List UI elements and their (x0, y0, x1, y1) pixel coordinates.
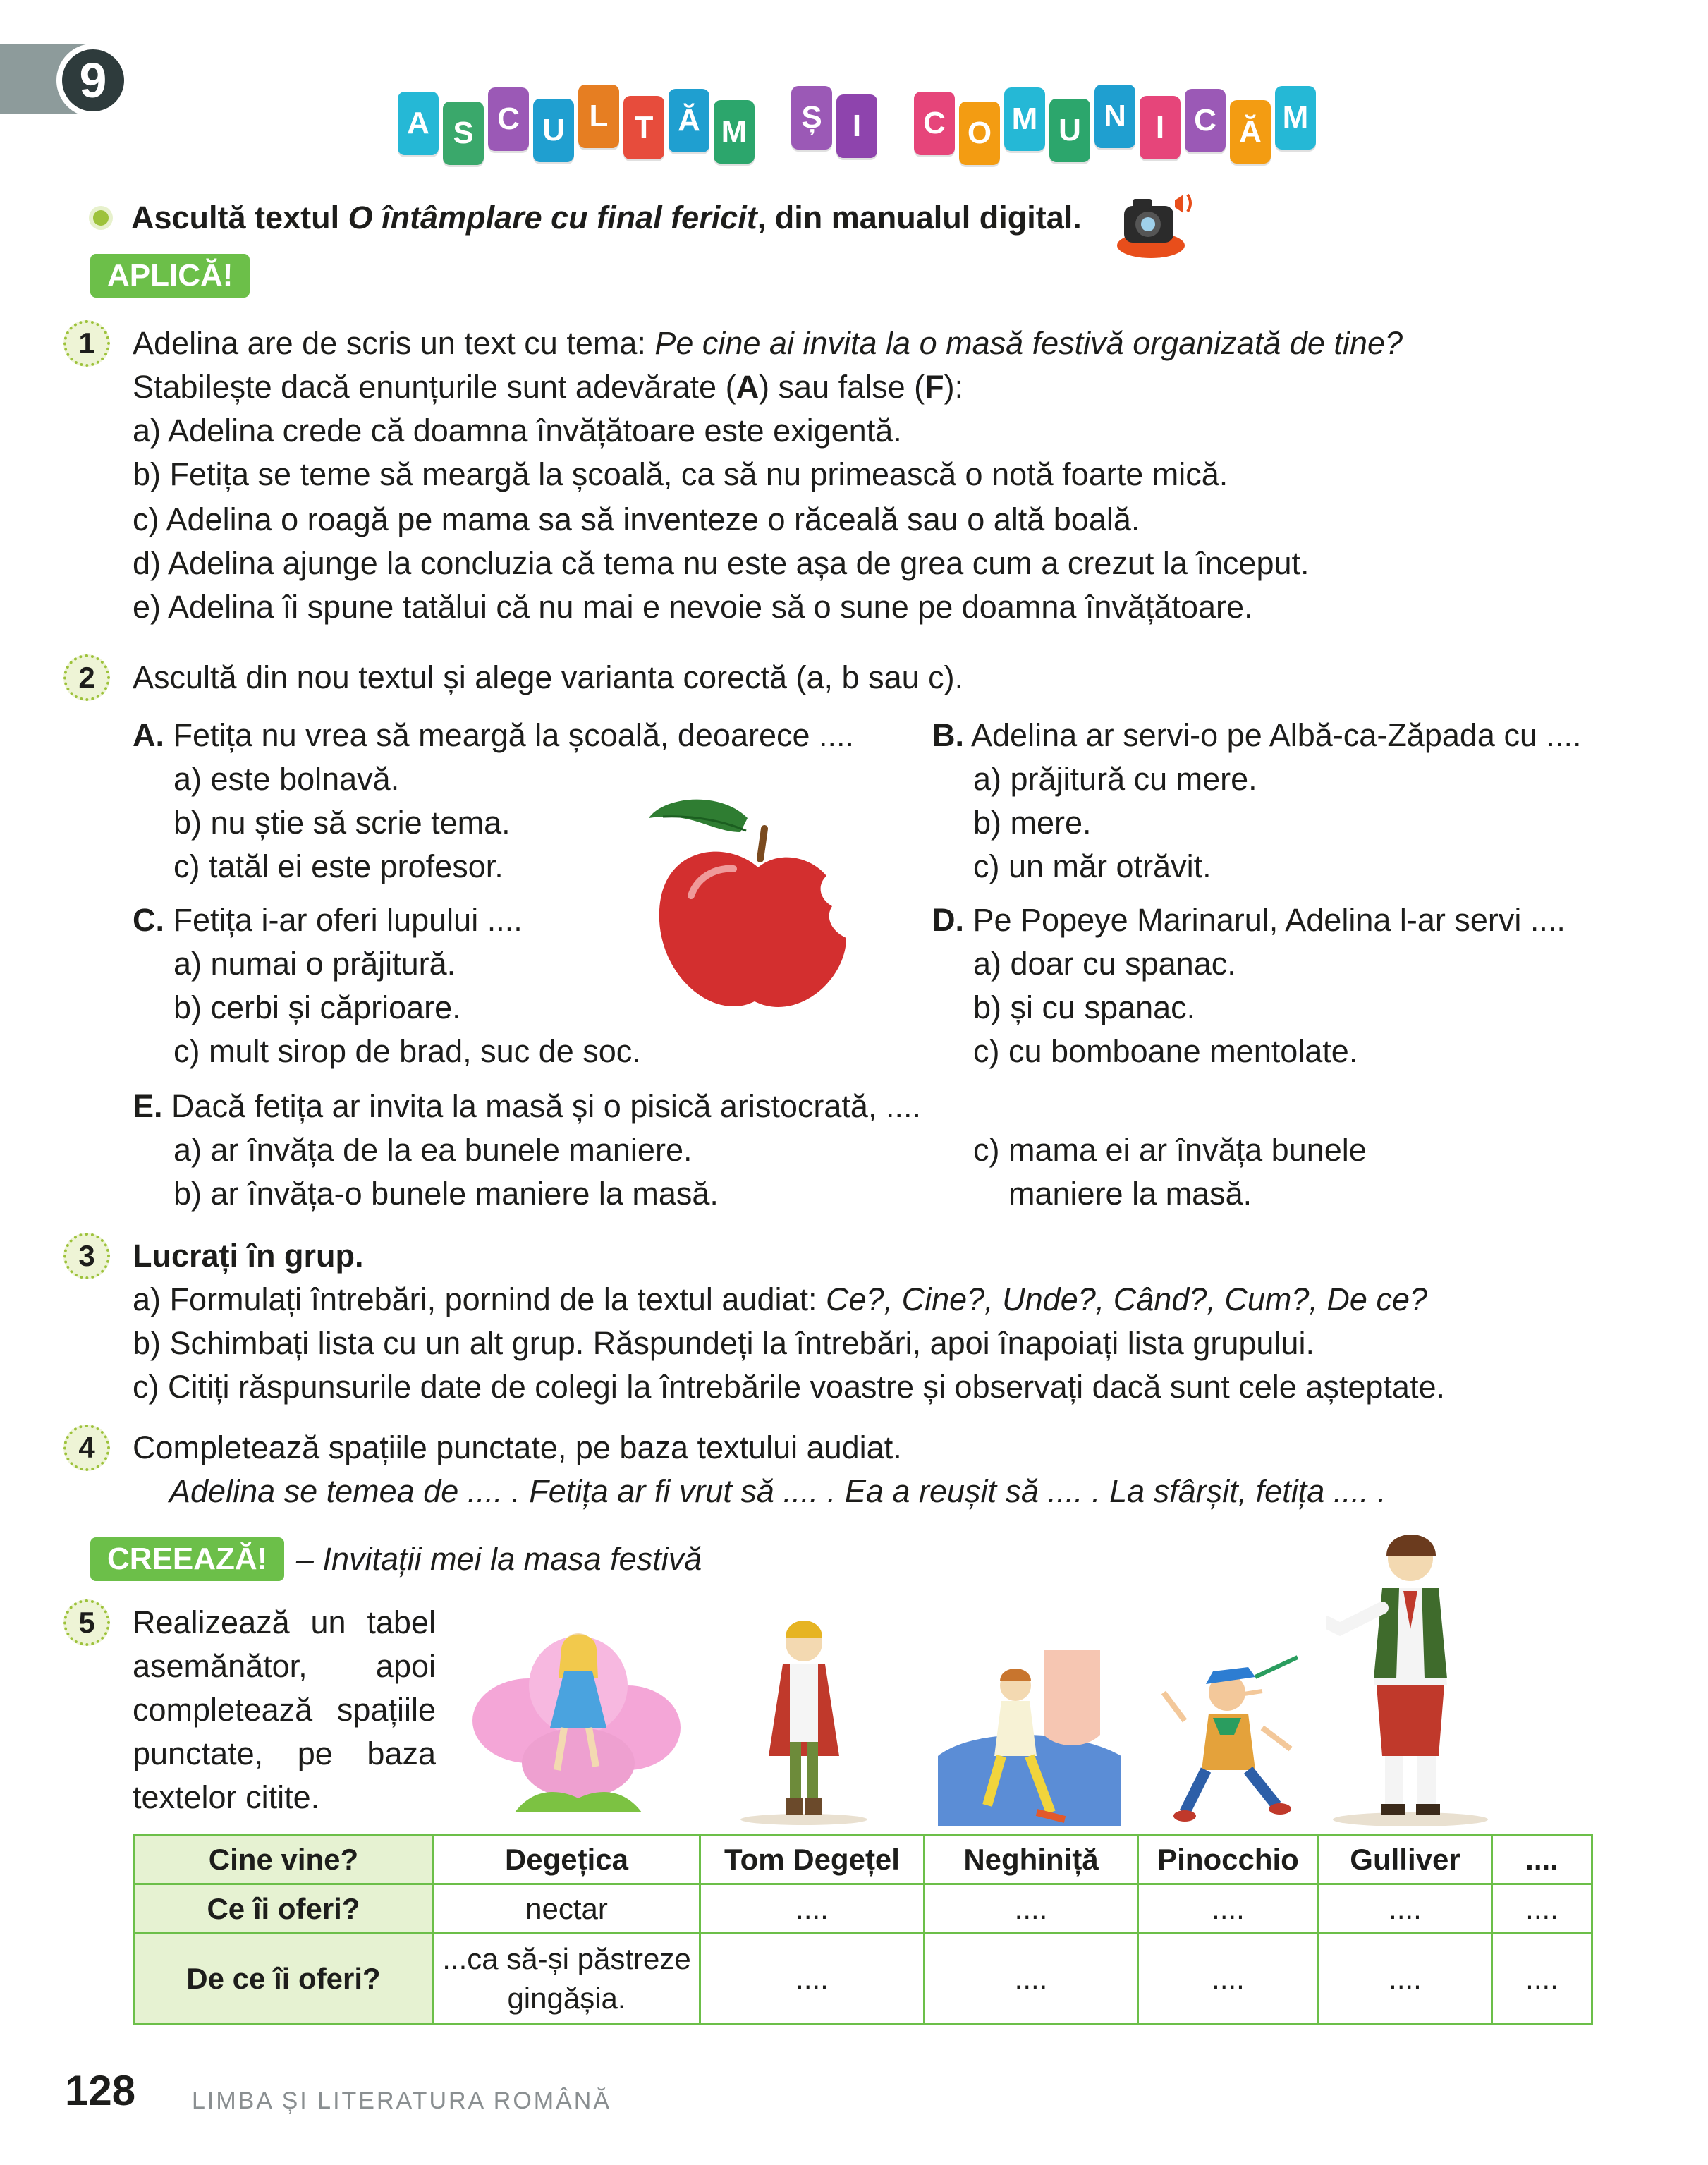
banner-letter-tile: L (578, 85, 619, 148)
banner-letter-tile: Ă (1230, 100, 1271, 164)
banner-letter-tile: M (1275, 86, 1316, 150)
gulliver-illustration (1326, 1523, 1495, 1826)
ex5-line: asemănător, apoi (133, 1648, 436, 1684)
table-cell: Neghiniță (925, 1835, 1138, 1884)
table-cell: .... (925, 1884, 1138, 1934)
ex2-a-option-c: c) tatăl ei este profesor. (173, 848, 504, 884)
exercise-number-2: 2 (63, 654, 110, 701)
ex2-question-a: A. Fetița nu vrea să meargă la școală, deoarece .... (133, 717, 855, 753)
table-cell: .... (1319, 1884, 1492, 1934)
ex2-a-option-a: a) este bolnavă. (173, 761, 400, 797)
table-cell: Degețica (434, 1835, 700, 1884)
banner-letter-tile: I (1140, 96, 1181, 159)
ex2-d-option-c: c) cu bomboane mentolate. (973, 1033, 1358, 1069)
table-cell: .... (1492, 1835, 1592, 1884)
table-cell: .... (925, 1934, 1138, 2024)
table-cell: .... (1492, 1934, 1592, 2024)
banner-letter-tile: C (914, 92, 955, 155)
invitations-table (133, 1834, 1593, 2025)
banner-letter-tile: Ă (669, 89, 709, 152)
table-cell: nectar (434, 1884, 700, 1934)
ex5-line: punctate, pe baza (133, 1736, 436, 1771)
book-title: LIMBA ȘI LITERATURA ROMÂNĂ (192, 2087, 612, 2114)
ex4-prompt: Completează spațiile punctate, pe baza textului audiat. (133, 1429, 902, 1465)
ex1-item-a: a) Adelina crede că doamna învățătoare este exigentă. (133, 413, 902, 449)
ex1-item-b: b) Fetița se teme să meargă la școală, ca să nu primească o notă foarte mică. (133, 456, 1228, 492)
banner-letter-tile: C (488, 87, 529, 151)
table-row (134, 1934, 1592, 2024)
banner-letter-tile: U (1049, 99, 1090, 162)
banner-letter-tile: T (623, 96, 664, 159)
exercise-number-4: 4 (63, 1425, 110, 1471)
exercise-number-5: 5 (63, 1599, 110, 1646)
ex2-e-option-c: c) mama ei ar învăța bunele (973, 1132, 1367, 1168)
create-subtitle: – Invitații mei la masa festivă (296, 1541, 702, 1577)
banner-letter-tile: M (714, 100, 755, 164)
banner-letter-tile: I (836, 94, 877, 158)
table-cell: De ce îi oferi? (134, 1934, 434, 2024)
ex1-theme: Adelina are de scris un text cu tema: Pe cine ai invita la o masă festivă organizată de tine? (133, 325, 1403, 361)
table-cell: ...ca să-și păstreze gingășia. (434, 1934, 700, 2024)
banner-letter-tile: C (1185, 89, 1226, 152)
table-cell: .... (1319, 1934, 1492, 2024)
ex3-item-a: a) Formulați întrebări, pornind de la textul audiat: Ce?, Cine?, Unde?, Când?, Cum?, De ce? (133, 1281, 1427, 1317)
page-number: 128 (65, 2067, 136, 2114)
table-cell: Pinocchio (1138, 1835, 1319, 1884)
ex2-e-option-c-cont: maniere la masă. (1008, 1176, 1252, 1212)
table-cell: Tom Degețel (700, 1835, 925, 1884)
ex5-line: Realizează un tabel (133, 1604, 436, 1640)
ex5-line: textelor citite. (133, 1779, 320, 1815)
exercise-number-3: 3 (63, 1233, 110, 1279)
audio-camera-icon[interactable] (1114, 185, 1199, 262)
ex2-question-e: E. Dacă fetița ar invita la masă și o pisică aristocrată, .... (133, 1088, 921, 1124)
banner-letter-tile: N (1094, 85, 1135, 148)
ex2-c-option-b: b) cerbi și căprioare. (173, 989, 461, 1025)
ex2-b-option-c: c) un măr otrăvit. (973, 848, 1212, 884)
ex5-line: completează spațiile (133, 1692, 436, 1728)
pinocchio-illustration (1157, 1650, 1312, 1826)
table-cell: .... (700, 1884, 925, 1934)
section-banner (0, 0, 1708, 183)
table-cell: .... (1492, 1884, 1592, 1934)
ex1-instruction: Stabilește dacă enunțurile sunt adevărate (A) sau false (F): (133, 369, 964, 405)
banner-letter-tile: S (443, 102, 484, 165)
ex2-c-option-a: a) numai o prăjitură. (173, 946, 456, 982)
ex4-sentence: Adelina se temea de .... . Fetița ar fi vrut să .... . Ea a reușit să .... . La sfârșit, fetița .... . (169, 1473, 1386, 1509)
chapter-number: 9 (56, 44, 130, 117)
create-tag: CREEAZĂ! (90, 1537, 284, 1581)
ex2-c-option-c: c) mult sirop de brad, suc de soc. (173, 1033, 641, 1069)
banner-letter-tile: O (959, 102, 1000, 165)
ex1-item-d: d) Adelina ajunge la concluzia că tema nu este așa de grea cum a crezut la început. (133, 545, 1310, 581)
table-row (134, 1835, 1592, 1884)
thumbelina-illustration (472, 1622, 684, 1819)
ex3-title: Lucrați în grup. (133, 1238, 364, 1274)
ex1-item-e: e) Adelina îi spune tatălui că nu mai e nevoie să o sune pe doamna învățătoare. (133, 589, 1253, 625)
table-row (134, 1884, 1592, 1934)
ex3-item-b: b) Schimbați lista cu un alt grup. Răspundeți la întrebări, apoi înapoiați lista grupului. (133, 1325, 1314, 1361)
table-cell: .... (700, 1934, 925, 2024)
banner-letter-tile: M (1004, 87, 1045, 151)
ex2-a-option-b: b) nu știe să scrie tema. (173, 805, 511, 841)
ex2-b-option-a: a) prăjitură cu mere. (973, 761, 1257, 797)
table-cell: .... (1138, 1934, 1319, 2024)
ex2-e-option-b: b) ar învăța-o bunele maniere la masă. (173, 1176, 719, 1212)
bitten-apple-illustration (635, 790, 874, 1023)
table-cell: Gulliver (1319, 1835, 1492, 1884)
ex2-d-option-b: b) și cu spanac. (973, 989, 1196, 1025)
table-cell: .... (1138, 1884, 1319, 1934)
intro-line: Ascultă textul O întâmplare cu final fericit, din manualul digital. (131, 200, 1082, 236)
bullet-icon (93, 210, 109, 226)
ex5-text (133, 1601, 436, 1819)
ex2-b-option-b: b) mere. (973, 805, 1092, 841)
banner-letter-tile: A (398, 92, 439, 155)
exercise-number-1: 1 (63, 320, 110, 367)
banner-letter-tile: U (533, 99, 574, 162)
ex3-item-c: c) Citiți răspunsurile date de colegi la întrebările voastre și observați dacă sunt cele așteptate. (133, 1369, 1445, 1405)
ex1-item-c: c) Adelina o roagă pe mama sa să inventeze o răceală sau o altă boală. (133, 501, 1140, 537)
ex2-question-c: C. Fetița i-ar oferi lupului .... (133, 902, 523, 938)
banner-letter-tile: Ș (791, 86, 832, 150)
ex2-question-b: B. Adelina ar servi-o pe Albă-ca-Zăpada cu .... (932, 717, 1582, 753)
table-cell: Cine vine? (134, 1835, 434, 1884)
tom-thumb-illustration (733, 1615, 874, 1826)
ex2-d-option-a: a) doar cu spanac. (973, 946, 1236, 982)
apply-tag: APLICĂ! (90, 254, 250, 298)
ex2-question-d: D. Pe Popeye Marinarul, Adelina l-ar servi .... (932, 902, 1566, 938)
ex2-e-option-a: a) ar învăța de la ea bunele maniere. (173, 1132, 693, 1168)
ex2-prompt: Ascultă din nou textul și alege varianta corectă (a, b sau c). (133, 659, 964, 695)
neghinita-illustration (931, 1650, 1128, 1826)
table-cell: Ce îi oferi? (134, 1884, 434, 1934)
